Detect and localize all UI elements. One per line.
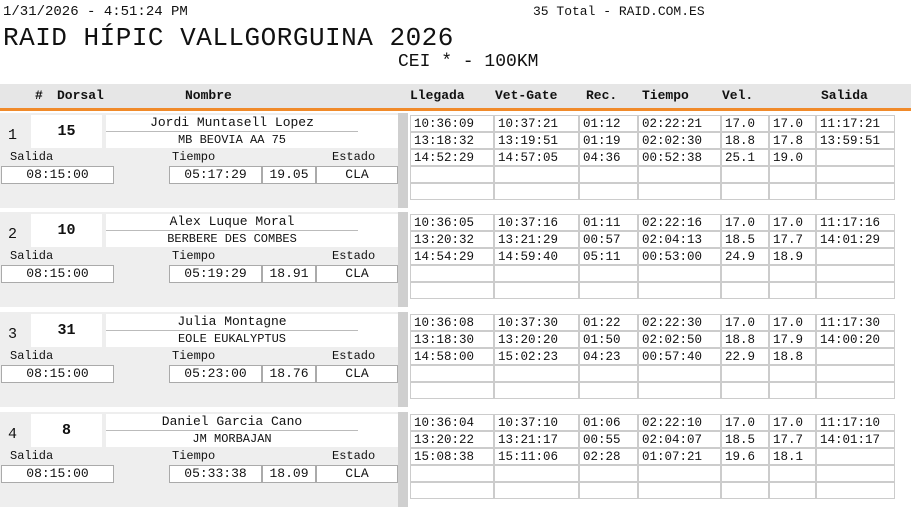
cell-vel (721, 166, 769, 183)
cell-vel: 18.5 (721, 431, 769, 448)
col-header-llegada: Llegada (410, 88, 465, 103)
cell-vet-gate: 14:57:05 (494, 149, 579, 166)
cell-llegada: 10:36:05 (410, 214, 494, 231)
cell-vel-avg: 17.0 (769, 115, 816, 132)
cell-tiempo: 00:57:40 (638, 348, 721, 365)
cell-vet-gate: 10:37:21 (494, 115, 579, 132)
cell-vel-avg: 18.9 (769, 248, 816, 265)
cell-vel (721, 365, 769, 382)
cell-tiempo (638, 382, 721, 399)
cell-salida: 11:17:10 (816, 414, 895, 431)
cell-salida (816, 149, 895, 166)
cell-salida: 14:01:17 (816, 431, 895, 448)
total-time: 05:23:00 (169, 365, 262, 383)
cell-vet-gate: 15:11:06 (494, 448, 579, 465)
dorsal-number: 15 (31, 115, 102, 148)
cell-tiempo: 02:04:13 (638, 231, 721, 248)
cell-vel: 18.8 (721, 331, 769, 348)
cell-vet-gate (494, 382, 579, 399)
total-count: 35 Total - RAID.COM.ES (533, 4, 705, 19)
cell-tiempo (638, 282, 721, 299)
cell-vel-avg (769, 382, 816, 399)
cell-vel-avg (769, 482, 816, 499)
rider-name: Jordi Muntasell Lopez (106, 115, 358, 132)
cell-vet-gate (494, 365, 579, 382)
cell-vel: 17.0 (721, 414, 769, 431)
total-time: 05:33:38 (169, 465, 262, 483)
cell-tiempo: 02:22:10 (638, 414, 721, 431)
cell-rec: 00:55 (579, 431, 638, 448)
position: 2 (8, 226, 18, 243)
column-divider (398, 312, 408, 407)
cell-llegada (410, 166, 494, 183)
rider-name: Julia Montagne (106, 314, 358, 331)
cell-llegada (410, 265, 494, 282)
result-block (0, 412, 911, 507)
cell-tiempo: 00:53:00 (638, 248, 721, 265)
cell-vel-avg: 19.0 (769, 149, 816, 166)
cell-salida (816, 465, 895, 482)
cell-salida (816, 482, 895, 499)
label-salida: Salida (10, 150, 54, 164)
label-estado: Estado (332, 150, 376, 164)
column-divider (398, 113, 408, 208)
label-salida: Salida (10, 249, 54, 263)
cell-rec (579, 282, 638, 299)
cell-vel: 17.0 (721, 115, 769, 132)
start-time: 08:15:00 (1, 265, 114, 283)
cell-tiempo: 02:02:50 (638, 331, 721, 348)
cell-vet-gate: 10:37:30 (494, 314, 579, 331)
cell-rec (579, 482, 638, 499)
cell-tiempo (638, 265, 721, 282)
cell-rec (579, 183, 638, 200)
label-tiempo: Tiempo (172, 449, 216, 463)
cell-llegada: 10:36:09 (410, 115, 494, 132)
cell-tiempo (638, 183, 721, 200)
average-speed: 18.09 (262, 465, 316, 483)
col-header-dorsal: Dorsal (57, 88, 104, 103)
cell-vet-gate (494, 166, 579, 183)
cell-llegada (410, 465, 494, 482)
position: 1 (8, 127, 18, 144)
cell-tiempo: 01:07:21 (638, 448, 721, 465)
cell-llegada (410, 183, 494, 200)
cell-tiempo: 02:22:21 (638, 115, 721, 132)
col-header-num: # (35, 88, 43, 103)
cell-tiempo (638, 166, 721, 183)
cell-salida: 11:17:21 (816, 115, 895, 132)
cell-llegada (410, 482, 494, 499)
dorsal-number: 10 (31, 214, 102, 247)
cell-rec (579, 382, 638, 399)
cell-tiempo: 02:04:07 (638, 431, 721, 448)
cell-salida: 14:00:20 (816, 331, 895, 348)
dorsal-number: 31 (31, 314, 102, 347)
cell-llegada (410, 282, 494, 299)
cell-vet-gate (494, 465, 579, 482)
cell-llegada (410, 365, 494, 382)
cell-salida (816, 248, 895, 265)
average-speed: 18.76 (262, 365, 316, 383)
cell-llegada: 13:20:22 (410, 431, 494, 448)
cell-salida (816, 166, 895, 183)
status-badge: CLA (316, 465, 398, 483)
cell-vet-gate: 13:21:29 (494, 231, 579, 248)
col-header-vel: Vel. (722, 88, 754, 103)
rider-name: Alex Luque Moral (106, 214, 358, 231)
cell-salida: 11:17:30 (816, 314, 895, 331)
cell-vel: 22.9 (721, 348, 769, 365)
cell-vel: 25.1 (721, 149, 769, 166)
cell-rec (579, 265, 638, 282)
dorsal-number: 8 (31, 414, 102, 447)
cell-vet-gate: 10:37:16 (494, 214, 579, 231)
cell-vel-avg: 17.7 (769, 231, 816, 248)
cell-vet-gate: 13:19:51 (494, 132, 579, 149)
average-speed: 19.05 (262, 166, 316, 184)
cell-llegada (410, 382, 494, 399)
cell-rec: 01:50 (579, 331, 638, 348)
cell-rec: 02:28 (579, 448, 638, 465)
col-header-nombre: Nombre (185, 88, 232, 103)
column-divider (398, 412, 408, 507)
cell-rec: 01:22 (579, 314, 638, 331)
cell-rec: 01:11 (579, 214, 638, 231)
cell-tiempo (638, 465, 721, 482)
name-side-cell (358, 314, 398, 347)
total-time: 05:17:29 (169, 166, 262, 184)
cell-vel-avg: 17.0 (769, 314, 816, 331)
label-estado: Estado (332, 249, 376, 263)
label-tiempo: Tiempo (172, 249, 216, 263)
cell-rec: 04:23 (579, 348, 638, 365)
status-badge: CLA (316, 365, 398, 383)
cell-llegada: 15:08:38 (410, 448, 494, 465)
cell-llegada: 13:18:30 (410, 331, 494, 348)
cell-rec (579, 166, 638, 183)
cell-rec (579, 365, 638, 382)
cell-vel (721, 465, 769, 482)
rider-name: Daniel Garcia Cano (106, 414, 358, 431)
label-salida: Salida (10, 449, 54, 463)
category-title: CEI * - 100KM (398, 52, 539, 72)
cell-vet-gate (494, 282, 579, 299)
cell-vel-avg (769, 465, 816, 482)
cell-vet-gate: 10:37:10 (494, 414, 579, 431)
cell-vel: 17.0 (721, 214, 769, 231)
cell-llegada: 13:20:32 (410, 231, 494, 248)
cell-vet-gate: 13:21:17 (494, 431, 579, 448)
cell-vel (721, 382, 769, 399)
horse-name: BERBERE DES COMBES (106, 231, 358, 247)
cell-tiempo: 00:52:38 (638, 149, 721, 166)
col-header-salida: Salida (821, 88, 868, 103)
cell-tiempo: 02:02:30 (638, 132, 721, 149)
cell-vel-avg (769, 282, 816, 299)
cell-salida (816, 183, 895, 200)
cell-vel: 18.5 (721, 231, 769, 248)
cell-tiempo: 02:22:16 (638, 214, 721, 231)
name-side-cell (358, 414, 398, 447)
name-side-cell (358, 115, 398, 148)
label-tiempo: Tiempo (172, 150, 216, 164)
cell-vel (721, 265, 769, 282)
label-tiempo: Tiempo (172, 349, 216, 363)
col-header-tiempo: Tiempo (642, 88, 689, 103)
average-speed: 18.91 (262, 265, 316, 283)
cell-vel-avg: 17.8 (769, 132, 816, 149)
results-header (0, 84, 911, 111)
cell-vel-avg: 17.7 (769, 431, 816, 448)
cell-rec: 05:11 (579, 248, 638, 265)
cell-llegada: 10:36:08 (410, 314, 494, 331)
cell-rec: 01:06 (579, 414, 638, 431)
cell-vet-gate (494, 183, 579, 200)
cell-tiempo (638, 365, 721, 382)
horse-name: MB BEOVIA AA 75 (106, 132, 358, 148)
start-time: 08:15:00 (1, 465, 114, 483)
cell-llegada: 14:54:29 (410, 248, 494, 265)
cell-vel-avg: 17.9 (769, 331, 816, 348)
cell-salida: 14:01:29 (816, 231, 895, 248)
cell-vet-gate: 14:59:40 (494, 248, 579, 265)
cell-salida (816, 348, 895, 365)
cell-vel (721, 482, 769, 499)
status-badge: CLA (316, 166, 398, 184)
horse-name: EOLE EUKALYPTUS (106, 331, 358, 347)
cell-rec: 00:57 (579, 231, 638, 248)
cell-tiempo (638, 482, 721, 499)
result-block (0, 113, 911, 208)
start-time: 08:15:00 (1, 365, 114, 383)
total-time: 05:19:29 (169, 265, 262, 283)
horse-name: JM MORBAJAN (106, 431, 358, 447)
cell-vel-avg: 17.0 (769, 414, 816, 431)
cell-llegada: 14:52:29 (410, 149, 494, 166)
cell-vel: 19.6 (721, 448, 769, 465)
cell-vel-avg: 18.8 (769, 348, 816, 365)
cell-llegada: 10:36:04 (410, 414, 494, 431)
cell-salida (816, 265, 895, 282)
start-time: 08:15:00 (1, 166, 114, 184)
name-side-cell (358, 214, 398, 247)
label-estado: Estado (332, 349, 376, 363)
cell-vel: 17.0 (721, 314, 769, 331)
page-title: RAID HÍPIC VALLGORGUINA 2026 (3, 23, 454, 53)
cell-vet-gate: 15:02:23 (494, 348, 579, 365)
cell-vet-gate: 13:20:20 (494, 331, 579, 348)
cell-salida (816, 282, 895, 299)
cell-vel (721, 282, 769, 299)
cell-salida (816, 382, 895, 399)
cell-vel-avg (769, 365, 816, 382)
timestamp: 1/31/2026 - 4:51:24 PM (3, 4, 188, 20)
status-badge: CLA (316, 265, 398, 283)
cell-vel-avg: 17.0 (769, 214, 816, 231)
position: 3 (8, 326, 18, 343)
col-header-rec: Rec. (586, 88, 618, 103)
cell-rec: 01:12 (579, 115, 638, 132)
cell-salida (816, 365, 895, 382)
cell-tiempo: 02:22:30 (638, 314, 721, 331)
column-divider (398, 212, 408, 307)
cell-salida: 11:17:16 (816, 214, 895, 231)
result-block (0, 212, 911, 307)
cell-vel-avg (769, 265, 816, 282)
cell-vel-avg (769, 183, 816, 200)
cell-vel: 18.8 (721, 132, 769, 149)
cell-vel-avg: 18.1 (769, 448, 816, 465)
cell-vel: 24.9 (721, 248, 769, 265)
cell-llegada: 13:18:32 (410, 132, 494, 149)
cell-rec: 04:36 (579, 149, 638, 166)
col-header-vet-gate: Vet-Gate (495, 88, 558, 103)
label-salida: Salida (10, 349, 54, 363)
cell-llegada: 14:58:00 (410, 348, 494, 365)
position: 4 (8, 426, 18, 443)
cell-vel (721, 183, 769, 200)
cell-vel-avg (769, 166, 816, 183)
cell-rec: 01:19 (579, 132, 638, 149)
cell-vet-gate (494, 482, 579, 499)
result-block (0, 312, 911, 407)
cell-rec (579, 465, 638, 482)
cell-vet-gate (494, 265, 579, 282)
cell-salida (816, 448, 895, 465)
label-estado: Estado (332, 449, 376, 463)
cell-salida: 13:59:51 (816, 132, 895, 149)
